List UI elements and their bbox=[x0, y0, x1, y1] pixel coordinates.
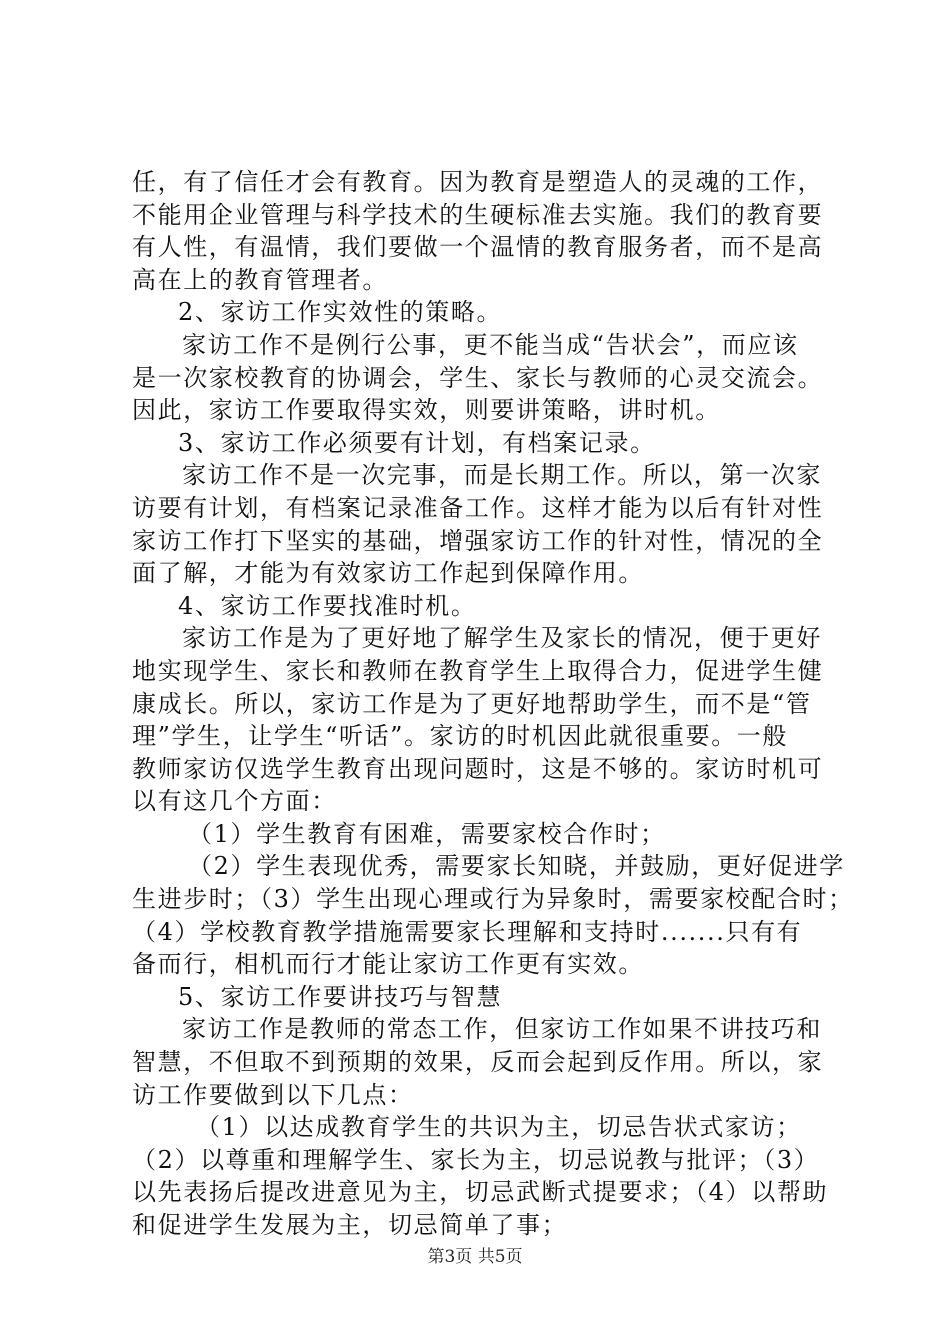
text-line: 家访工作打下坚实的基础，增强家访工作的针对性，情况的全 bbox=[132, 526, 824, 555]
text-line: 和促进学生发展为主，切忌简单了事； bbox=[132, 1211, 568, 1239]
page-number-label: 第3页 共5页 bbox=[427, 1247, 523, 1267]
section-heading: 4、家访工作要找准时机。 bbox=[178, 591, 477, 620]
text-line: 访工作要做到以下几点： bbox=[132, 1080, 414, 1109]
text-line: 家访工作是教师的常态工作，但家访工作如果不讲技巧和 bbox=[182, 1015, 822, 1044]
text-line: 因此，家访工作要取得实效，则要讲策略，讲时机。 bbox=[132, 396, 721, 425]
text-line: 家访工作不是例行公事，更不能当成“告状会”，而应该 bbox=[182, 330, 799, 359]
text-line: 以先表扬后提改进意见为主，切忌武断式提要求；（4）以帮助 bbox=[132, 1178, 829, 1207]
text-line: 教师家访仅选学生教育出现问题时，这是不够的。家访时机可 bbox=[132, 754, 824, 783]
text-line: 面了解，才能为有效家访工作起到保障作用。 bbox=[132, 559, 644, 588]
list-item: （1）以达成教育学生的共识为主，切忌告状式家访； bbox=[196, 1113, 802, 1142]
text-line: （4）学校教育教学措施需要家长理解和支持时.......只有有 bbox=[132, 917, 803, 946]
text-line: 智慧，不但取不到预期的效果，反而会起到反作用。所以，家 bbox=[132, 1048, 824, 1077]
text-line: 备而行，相机而行才能让家访工作更有实效。 bbox=[132, 950, 644, 979]
text-line: 访要有计划，有档案记录准备工作。这样才能为以后有针对性 bbox=[132, 493, 824, 522]
section-heading: 5、家访工作要讲技巧与智慧 bbox=[178, 982, 503, 1011]
text-line: 是一次家校教育的协调会，学生、家长与教师的心灵交流会。 bbox=[132, 363, 824, 392]
text-line: 任，有了信任才会有教育。因为教育是塑造人的灵魂的工作， bbox=[132, 168, 824, 196]
section-heading: 2、家访工作实效性的策略。 bbox=[178, 298, 503, 327]
text-line: 家访工作不是一次完事，而是长期工作。所以，第一次家 bbox=[182, 461, 822, 490]
text-line: 理”学生，让学生“听话”。家访的时机因此就很重要。一般 bbox=[132, 722, 789, 751]
text-line: （2）以尊重和理解学生、家长为主，切忌说教与批评；（3） bbox=[132, 1145, 820, 1174]
list-item: （2）学生表现优秀，需要家长知晓，并鼓励，更好促进学 bbox=[188, 852, 845, 881]
text-line: 康成长。所以，家访工作是为了更好地帮助学生，而不是“管 bbox=[132, 689, 812, 718]
page-footer bbox=[0, 1245, 950, 1269]
text-line: 以有这几个方面： bbox=[132, 787, 337, 816]
list-item: （1）学生教育有困难，需要家校合作时； bbox=[188, 819, 666, 848]
text-line: 高在上的教育管理者。 bbox=[132, 265, 388, 294]
body-text bbox=[132, 166, 854, 1242]
text-line: 不能用企业管理与科学技术的生硬标准去实施。我们的教育要 bbox=[132, 200, 824, 229]
text-line: 地实现学生、家长和教师在教育学生上取得合力，促进学生健 bbox=[132, 656, 824, 685]
text-line: 家访工作是为了更好地了解学生及家长的情况，便于更好 bbox=[182, 624, 822, 653]
section-heading: 3、家访工作必须要有计划，有档案记录。 bbox=[178, 428, 656, 457]
text-line: 有人性，有温情，我们要做一个温情的教育服务者，而不是高 bbox=[132, 233, 824, 262]
text-line: 生进步时；（3）学生出现心理或行为异象时，需要家校配合时； bbox=[132, 885, 854, 914]
